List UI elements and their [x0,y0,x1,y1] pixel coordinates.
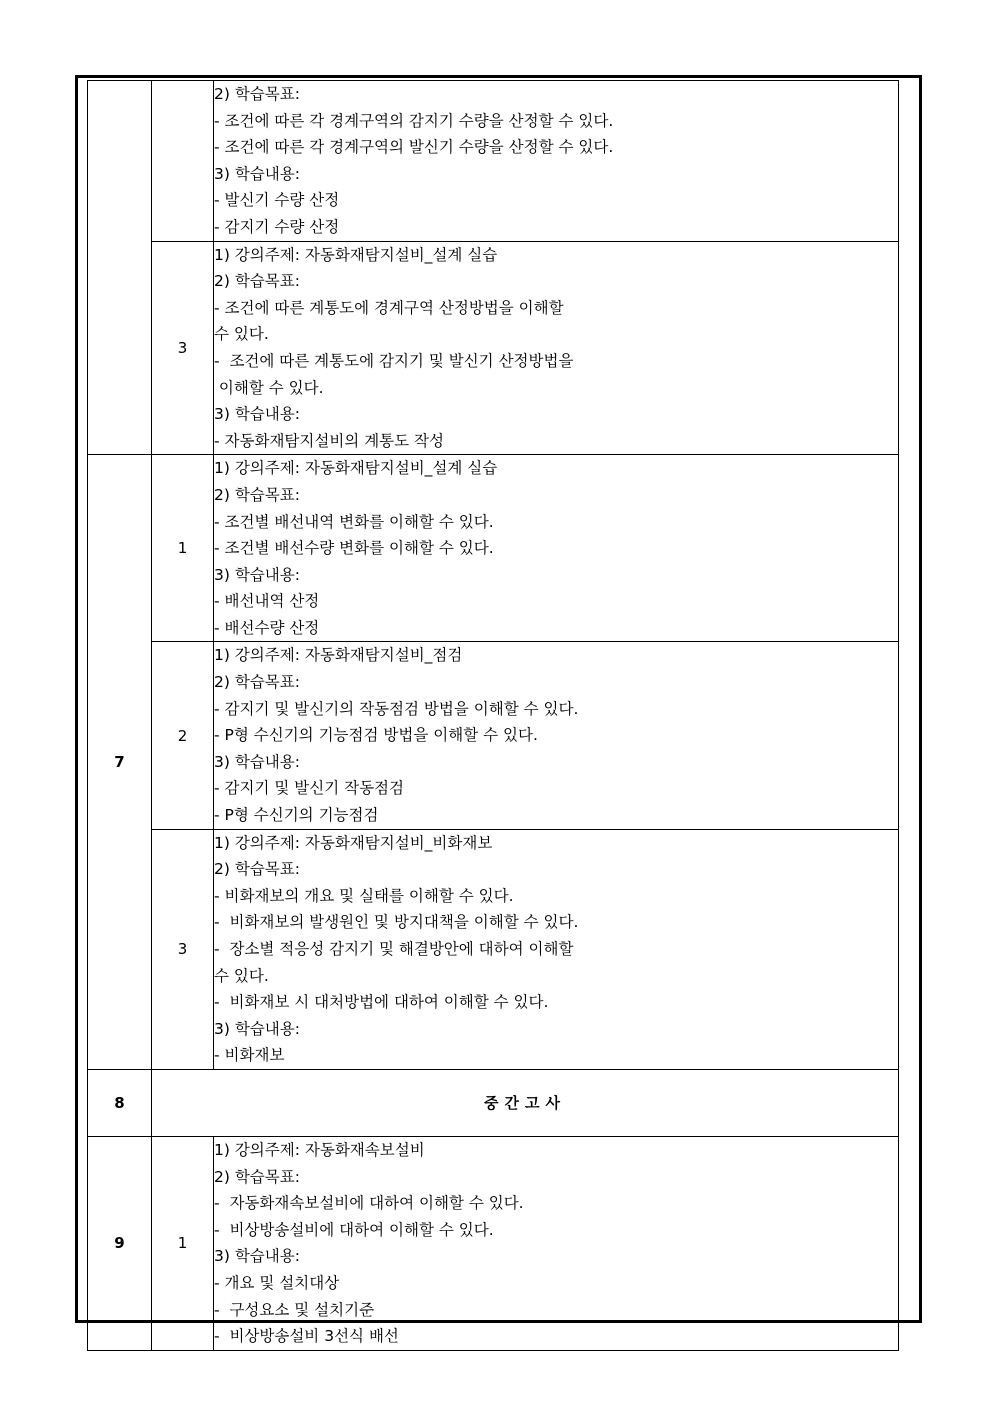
content-line: - 자동화재탐지설비의 계통도 작성 [214,431,444,450]
session-cell [152,81,214,242]
content-cell [214,455,899,642]
content-line: - 구성요소 및 설치기준 [214,1300,375,1319]
syllabus-table [87,80,899,1351]
content-line: 수 있다. [214,966,269,985]
content-line: - 감지기 및 발신기 작동점검 [214,779,405,798]
content-line: 3) 학습내용: [214,565,300,584]
content-line: 1) 강의주제: 자동화재속보설비 [214,1140,425,1159]
content-cell [214,1136,899,1350]
content-line: - 비화재보 [214,1046,285,1065]
content-line: - 비화재보의 발생원인 및 방지대책을 이해할 수 있다. [214,913,579,932]
content-line: 2) 학습목표: [214,485,300,504]
content-line: - 조건별 배선수량 변화를 이해할 수 있다. [214,539,494,558]
content-line: - 비화재보 시 대처방법에 대하여 이해할 수 있다. [214,993,549,1012]
content-line: 2) 학습목표: [214,85,300,103]
week-cell: 8 [88,1069,152,1136]
content-line: - 배선내역 산정 [214,592,320,611]
content-line: - 조건별 배선내역 변화를 이해할 수 있다. [214,512,494,531]
session-cell: 3 [152,241,214,455]
content-line: 이해할 수 있다. [214,378,324,397]
content-line: - 조건에 따른 각 경계구역의 발신기 수량을 산정할 수 있다. [214,138,614,157]
content-line: 1) 강의주제: 자동화재탐지설비_설계 실습 [214,245,498,264]
content-line: 3) 학습내용: [214,1019,300,1038]
content-line: - 장소별 적응성 감지기 및 해결방안에 대하여 이해할 [214,940,574,958]
content-cell [214,81,899,242]
content-cell [214,829,899,1069]
content-line: 3) 학습내용: [214,164,300,183]
content-line: - 감지기 및 발신기의 작동점검 방법을 이해할 수 있다. [214,699,579,718]
content-line: 2) 학습목표: [214,1167,300,1186]
content-line: - 자동화재속보설비에 대하여 이해할 수 있다. [214,1194,524,1213]
content-line: 1) 강의주제: 자동화재탐지설비_설계 실습 [214,459,498,478]
table-row [88,241,899,455]
content-line: - 감지기 수량 산정 [214,217,340,236]
midterm-exam-cell: 중간고사 [152,1069,899,1136]
content-line: 3) 학습내용: [214,752,300,771]
content-line: - P형 수신기의 기능점검 방법을 이해할 수 있다. [214,726,538,745]
content-line: - 배선수량 산정 [214,618,320,637]
content-line: - 발신기 수량 산정 [214,191,340,210]
content-line: 1) 강의주제: 자동화재탐지설비_점검 [214,646,463,665]
session-cell: 1 [152,1136,214,1350]
week-cell: 7 [88,455,152,1070]
session-cell: 2 [152,642,214,829]
table-row [88,455,899,642]
content-line: - 조건에 따른 각 경계구역의 감지기 수량을 산정할 수 있다. [214,111,614,130]
week-cell [88,81,152,455]
content-cell [214,642,899,829]
content-line: 3) 학습내용: [214,405,300,424]
table-row [88,642,899,829]
content-line: - 비상방송설비에 대하여 이해할 수 있다. [214,1220,494,1239]
content-line: - 개요 및 설치대상 [214,1273,340,1292]
content-line: - 조건에 따른 계통도에 감지기 및 발신기 산정방법을 [214,351,574,370]
content-line: - P형 수신기의 기능점검 [214,806,379,825]
content-line: - 비상방송설비 3선식 배선 [214,1327,399,1346]
session-cell: 1 [152,455,214,642]
content-line: 3) 학습내용: [214,1247,300,1266]
table-row [88,1136,899,1350]
week-cell: 9 [88,1136,152,1350]
content-line: - 비화재보의 개요 및 실태를 이해할 수 있다. [214,886,514,905]
session-cell: 3 [152,829,214,1069]
content-line: 수 있다. [214,325,269,344]
content-line: 2) 학습목표: [214,272,300,291]
content-line: 2) 학습목표: [214,673,300,692]
table-row [88,829,899,1069]
table-row [88,81,899,242]
content-cell [214,241,899,455]
content-line: 1) 강의주제: 자동화재탐지설비_비화재보 [214,833,493,852]
table-row [88,1069,899,1136]
content-line: 2) 학습목표: [214,860,300,879]
content-line: - 조건에 따른 계통도에 경계구역 산정방법을 이해할 [214,298,564,317]
